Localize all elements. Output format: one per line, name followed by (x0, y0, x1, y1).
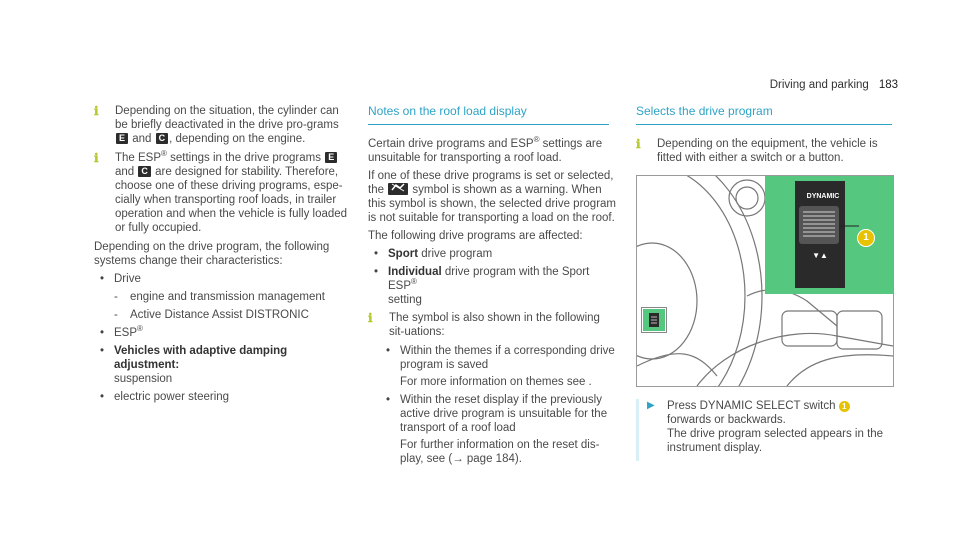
note-text: The symbol is also shown in the following sit-uations: (389, 312, 600, 338)
instruction-step (636, 399, 891, 461)
note-symbol (368, 311, 618, 339)
vehicles-label: Vehicles with adaptive damping adjustment: (114, 345, 288, 371)
text: If one of these drive programs is set or selected, the (368, 170, 614, 196)
callout-number-1: 1 (857, 229, 875, 247)
sport-label: Sport (388, 248, 419, 260)
text: Within the reset display if the previously active drive program is unsuitable for the transport of a roof load (400, 394, 608, 434)
list-item-drive: • Drive (100, 272, 349, 286)
paragraph-affected: The following drive programs are affected: (368, 230, 583, 242)
text: settings are unsuitable for transporting a roof load. (368, 138, 603, 164)
note-equipment (636, 137, 891, 165)
note-esp (94, 151, 349, 235)
vehicles-text: suspension (114, 373, 173, 385)
page-number: 183 (878, 79, 898, 91)
esp-label: ESP (114, 327, 138, 339)
list-item-vehicles (100, 344, 349, 386)
paragraph-esp (368, 137, 618, 165)
paragraph-warning (368, 169, 618, 225)
depending-paragraph: Depending on the drive program, the following systems change their characteristics: (94, 241, 330, 267)
list-item-individual (374, 265, 618, 307)
note-text: settings in the drive programs (170, 152, 321, 164)
column-2 (368, 104, 618, 470)
list-item-esp (100, 326, 349, 340)
dynamic-label: DYNAMIC (806, 193, 840, 200)
note-text: and (132, 133, 152, 145)
drive-program-c-icon: C (156, 133, 169, 144)
dynamic-select-illustration (636, 175, 894, 387)
note-cylinder (94, 104, 349, 146)
text: Within the themes if a corresponding drive program is saved (400, 345, 615, 371)
sub-item-distronic: - Active Distance Assist DISTRONIC (114, 308, 349, 322)
list-item-reset (386, 393, 618, 466)
note-icon: ℹ (94, 104, 99, 118)
note-text: Depending on the situation, the cylinder can be briefly deactivated in the drive pro-grams (115, 105, 339, 131)
roof-load-warning-icon (388, 183, 408, 195)
drive-program-e-icon: E (325, 152, 337, 163)
text: drive program with the Sport ESP (388, 266, 590, 292)
registered-mark: ® (533, 135, 540, 145)
roof-load-heading: Notes on the roof load display (368, 104, 609, 125)
note-icon: ℹ (636, 137, 641, 151)
text: For further information on the reset dis-play, see (→ page 184). (400, 439, 600, 465)
list-item-sport (374, 247, 618, 261)
note-icon: ℹ (368, 311, 373, 325)
individual-label: Individual (388, 266, 442, 278)
drive-program-e-icon: E (116, 133, 128, 144)
section-title: Driving and parking (769, 79, 869, 91)
switch-location-callout (642, 308, 666, 332)
text: setting (388, 294, 422, 306)
step-result: The drive program selected appears in the instrument display. (667, 428, 884, 454)
callout-number-1: 1 (839, 401, 850, 412)
svg-text:▼▲: ▼▲ (812, 251, 828, 260)
registered-mark: ® (161, 149, 167, 159)
text: Press DYNAMIC SELECT switch (667, 400, 836, 412)
list-item-themes (386, 344, 618, 389)
step-arrow-icon: ▶ (647, 400, 655, 411)
registered-mark: ® (137, 324, 143, 334)
sub-item-engine: - engine and transmission management (114, 290, 349, 304)
note-text: , depending on the engine. (169, 133, 306, 145)
note-text: are designed for stability. Therefore, choose one of these driving programs, espe-cially when transporting roof loads, in trailer operation and when the vehicle is fully loaded or fully occupied. (115, 166, 348, 234)
list-item-steering: • electric power steering (100, 390, 349, 404)
text: Certain drive programs and ESP (368, 138, 534, 150)
column-3 (636, 104, 891, 461)
registered-mark: ® (411, 277, 417, 287)
text: symbol is shown as a warning. When this symbol is shown, the selected drive program is not suitable for transporting a load on the roof. (368, 184, 616, 224)
text: drive program (421, 248, 493, 260)
note-icon: ℹ (94, 151, 99, 165)
select-drive-heading: Selects the drive program (636, 104, 892, 125)
note-text: Depending on the equipment, the vehicle is fitted with either a switch or a button. (657, 138, 878, 164)
text: forwards or backwards. (667, 414, 786, 426)
drive-program-c-icon: C (138, 166, 151, 177)
text: For more information on themes see . (400, 376, 592, 388)
column-1 (94, 104, 349, 408)
page-header (770, 78, 898, 92)
note-text: The ESP (115, 152, 162, 164)
note-text: and (115, 166, 135, 178)
